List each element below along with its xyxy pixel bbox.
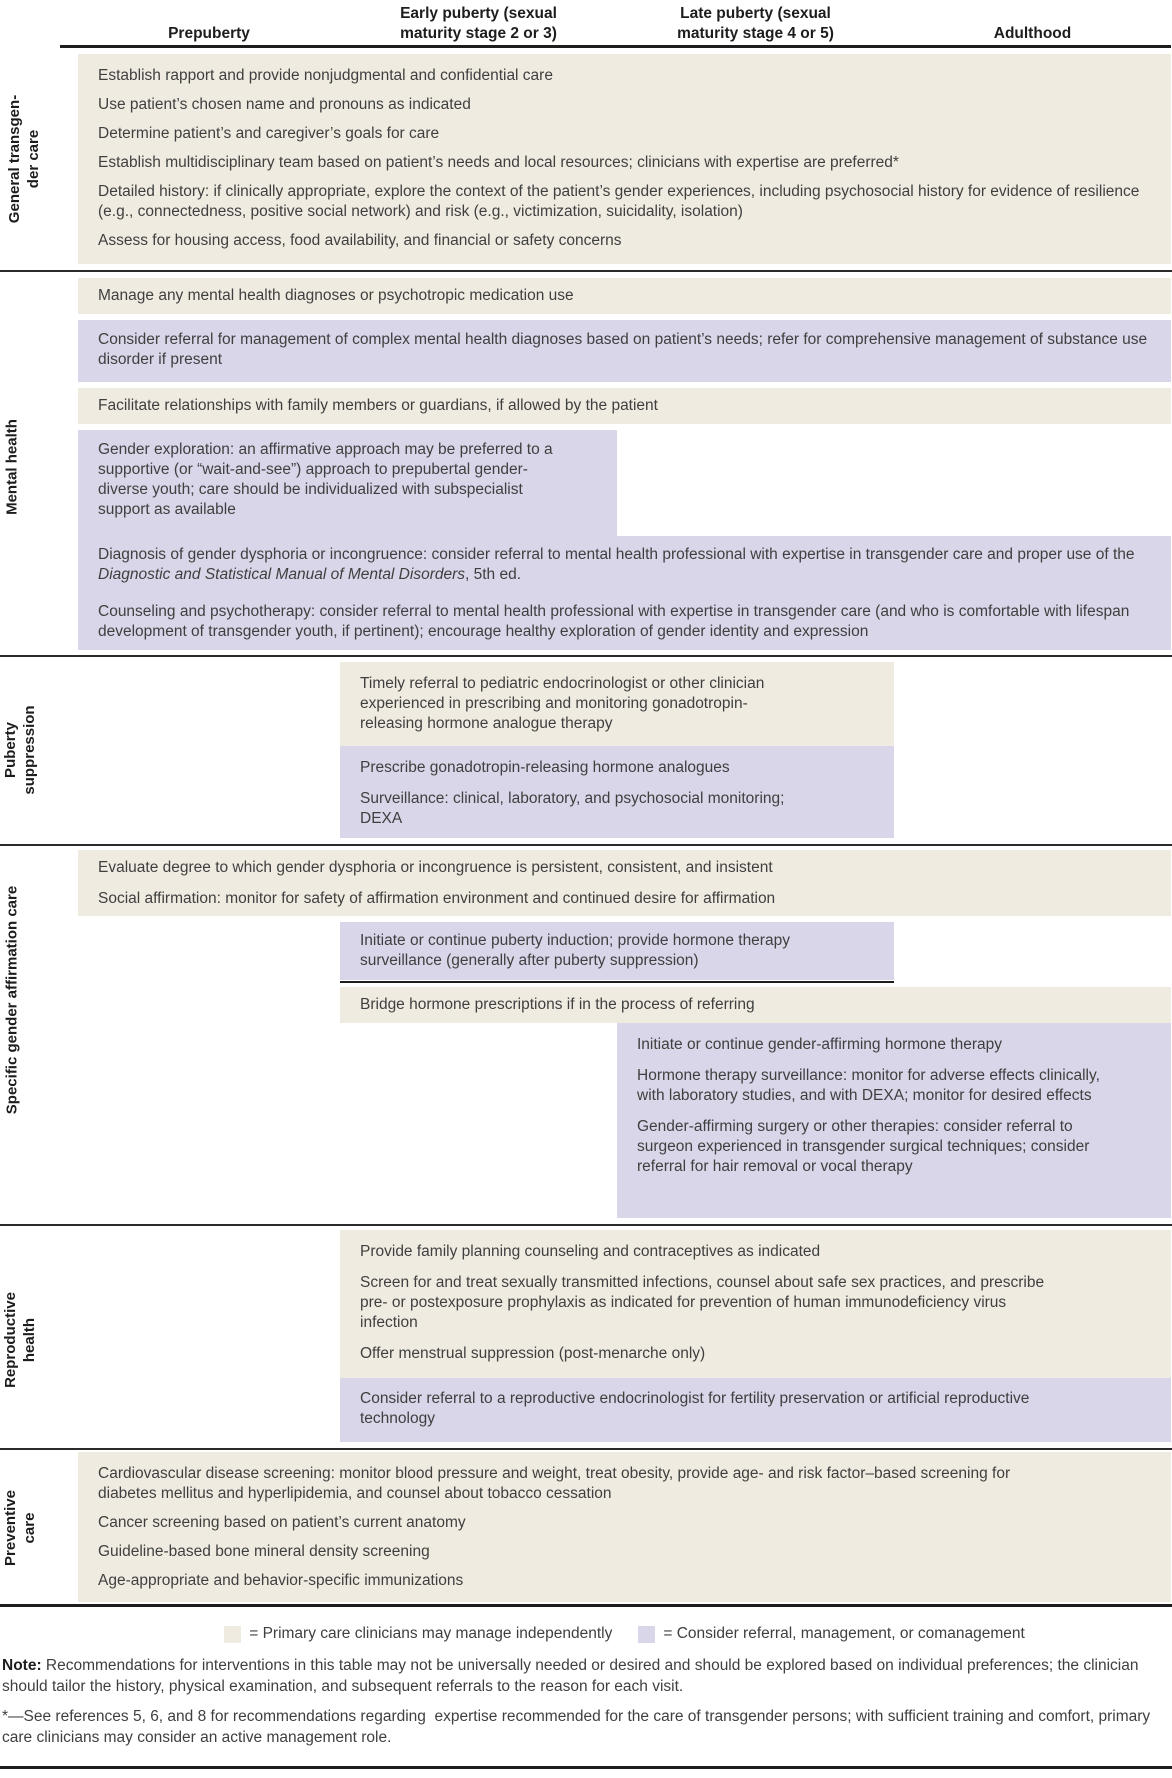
legend-swatch-primary-care <box>224 1626 241 1643</box>
section-divider <box>0 844 1172 846</box>
cell-text: Gender exploration: an affirmative approach may be preferred to a supportive (or “wait-and-see”) approach to prepubertal gender-diverse youth; care should be individualized with subspecialist support as available <box>98 441 553 518</box>
legend-label: = Consider referral, management, or comanagement <box>663 1625 1025 1642</box>
cell-text: Timely referral to pediatric endocrinologist or other clinician experienced in prescribing and monitoring gonadotropin-releasing hormone analogue therapy <box>360 675 765 732</box>
legend-item-primary-care <box>224 1625 612 1643</box>
cell-text: Use patient’s chosen name and pronouns as indicated <box>98 96 471 113</box>
column-header-late-puberty: Late puberty (sexual maturity stage 4 or 5) <box>677 5 834 42</box>
table-bottom-rule <box>0 1604 1172 1607</box>
footnote-text: *—See references 5, 6, and 8 for recommendations regarding expertise recommended for the care of transgender persons; with sufficient training and comfort, primary care clinicians may consider an active management role. <box>2 1708 1155 1746</box>
cell-text: Evaluate degree to which gender dysphoria or incongruence is persistent, consistent, and insistent <box>98 859 773 876</box>
section-label-puberty-suppression: Puberty suppression <box>2 705 38 795</box>
legend-swatch-referral <box>638 1626 655 1643</box>
cell-general-care <box>78 54 1171 264</box>
cell-facilitate-relationships <box>78 388 1171 424</box>
section-divider <box>0 1448 1172 1450</box>
cell-text: Age-appropriate and behavior-specific immunizations <box>98 1572 464 1589</box>
cell-text: Prescribe gonadotropin-releasing hormone analogues <box>360 759 730 776</box>
cell-timely-referral-endocrinologist <box>340 662 894 746</box>
cell-gender-affirming-hormone-block <box>617 1023 1171 1218</box>
footnote-paragraph <box>2 1706 1170 1748</box>
section-label-mental-health: Mental health <box>3 419 21 515</box>
cell-bridge-prescriptions <box>340 987 1171 1023</box>
cell-fertility-preservation <box>340 1378 1171 1442</box>
cell-text: Initiate or continue gender-affirming hormone therapy <box>637 1036 1003 1053</box>
cell-text: Cardiovascular disease screening: monitor blood pressure and weight, treat obesity, provide age- and risk factor–based screening for diabetes mellitus and hyperlipidemia, and counsel about tobacco cessation <box>98 1465 1011 1502</box>
cell-text: Counseling and psychotherapy: consider referral to mental health professional with expertise in transgender care (and who is comfortable with lifespan development of transgender youth, if pertinent); encourage healthy exploration of gender identity and expression <box>98 603 1130 640</box>
section-divider <box>0 1224 1172 1226</box>
cell-diagnosis-gender-dysphoria <box>78 536 1171 594</box>
cell-text: Cancer screening based on patient’s current anatomy <box>98 1514 466 1531</box>
legend <box>78 1620 1171 1648</box>
cell-text: Hormone therapy surveillance: monitor for adverse effects clinically, with laboratory studies, and with DEXA; monitor for desired effects <box>637 1067 1100 1104</box>
cell-text: Initiate or continue puberty induction; provide hormone therapy surveillance (generally after puberty suppression) <box>360 932 790 969</box>
cell-text: Bridge hormone prescriptions if in the process of referring <box>360 996 755 1013</box>
cell-consider-referral-mental-health <box>78 320 1171 382</box>
section-label-preventive-care: Preventive care <box>2 1490 38 1566</box>
cell-gender-exploration <box>78 430 617 536</box>
legend-item-referral <box>638 1625 1024 1643</box>
cell-text: Manage any mental health diagnoses or psychotropic medication use <box>98 287 574 304</box>
cell-text: Consider referral to a reproductive endocrinologist for fertility preservation or artificial reproductive technology <box>360 1390 1030 1427</box>
cell-manage-mental-health <box>78 278 1171 314</box>
puberty-induction-underline <box>340 981 894 983</box>
cell-text: Diagnosis of gender dysphoria or incongruence: consider referral to mental health professional with expertise in transgender care and proper use of the Diagnostic and Statistical Manual of Mental Disorders, 5th ed. <box>98 546 1135 583</box>
cell-text: Assess for housing access, food availability, and financial or safety concerns <box>98 232 622 249</box>
cell-text: Detailed history: if clinically appropriate, explore the context of the patient’s gender experiences, including psychosocial history for evidence of resilience (e.g., connectedness, positive social network) and risk (e.g., victimization, suicidality, isolation) <box>98 183 1140 220</box>
cell-text: Determine patient’s and caregiver’s goals for care <box>98 125 440 142</box>
column-header-prepuberty: Prepuberty <box>168 25 250 42</box>
section-label-general-transgender-care: General transgen- der care <box>6 94 42 224</box>
cell-text: Surveillance: clinical, laboratory, and psychosocial monitoring; DEXA <box>360 790 785 827</box>
note-text: Recommendations for interventions in this table may not be universally needed or desired and should be explored based on individual preferences; the clinician should tailor the history, physical examination, and subsequent referrals to the reason for each visit. <box>2 1657 1143 1695</box>
figure-bottom-rule <box>0 1766 1172 1769</box>
legend-label: = Primary care clinicians may manage independently <box>249 1625 613 1642</box>
cell-text: Gender-affirming surgery or other therapies: consider referral to surgeon experienced in transgender surgical techniques; consider referral for hair removal or vocal therapy <box>637 1118 1090 1175</box>
cell-prescribe-gnrh <box>340 746 894 838</box>
cell-text: Provide family planning counseling and contraceptives as indicated <box>360 1243 821 1260</box>
cell-evaluate-social-affirmation <box>78 850 1171 916</box>
cell-text: Facilitate relationships with family members or guardians, if allowed by the patient <box>98 397 658 414</box>
column-header-adulthood: Adulthood <box>993 25 1072 42</box>
cell-text: Establish rapport and provide nonjudgmental and confidential care <box>98 67 553 84</box>
cell-puberty-induction <box>340 922 894 980</box>
cell-text: Consider referral for management of complex mental health diagnoses based on patient’s needs; refer for comprehensive management of substance use disorder if present <box>98 331 1148 368</box>
note-paragraph <box>2 1655 1170 1697</box>
cell-text: Guideline-based bone mineral density screening <box>98 1543 430 1560</box>
cell-text: Social affirmation: monitor for safety of affirmation environment and continued desire for affirmation <box>98 890 776 907</box>
cell-text: Screen for and treat sexually transmitted infections, counsel about safe sex practices, and prescribe pre- or postexposure prophylaxis as indicated for prevention of human immunodeficiency virus infection <box>360 1274 1045 1331</box>
section-label-specific-gender-affirmation-care: Specific gender affirmation care <box>3 885 21 1115</box>
section-divider <box>0 655 1172 657</box>
note-label: Note: <box>2 1657 42 1674</box>
section-divider <box>0 270 1172 272</box>
column-header-early-puberty: Early puberty (sexual maturity stage 2 or 3) <box>400 5 557 42</box>
cell-counseling-psychotherapy <box>78 594 1171 650</box>
cell-reproductive-primary-care <box>340 1230 1171 1378</box>
header-rule <box>60 45 1171 48</box>
cell-text: Offer menstrual suppression (post-menarche only) <box>360 1345 706 1362</box>
section-label-reproductive-health: Reproductive health <box>2 1292 38 1388</box>
cell-text: Establish multidisciplinary team based on patient’s needs and local resources; clinicians with expertise are preferred* <box>98 154 899 171</box>
cell-preventive-care <box>78 1452 1171 1602</box>
dsm-title: Diagnostic and Statistical Manual of Mental Disorders <box>98 566 466 583</box>
